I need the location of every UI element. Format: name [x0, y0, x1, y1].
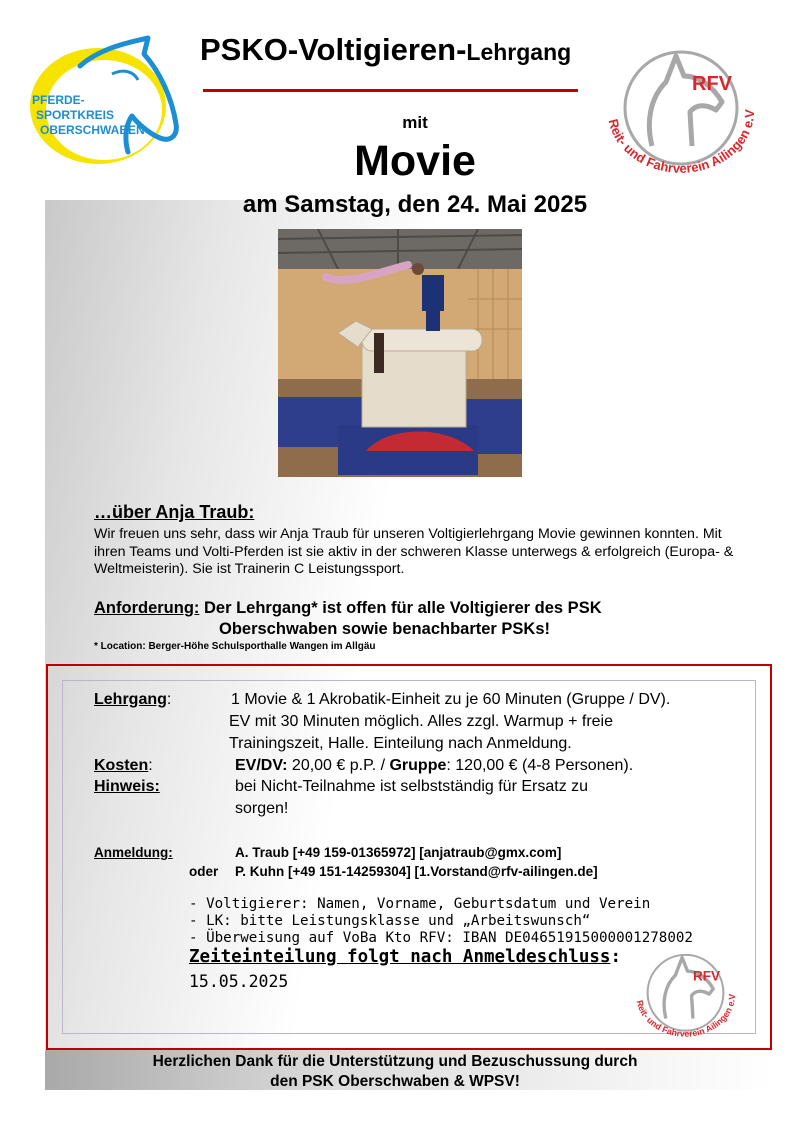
movie-heading: Movie	[354, 137, 476, 185]
rfv-mark: RFV	[692, 73, 732, 95]
anmeldung-label-row	[94, 845, 173, 860]
rfv-logo-small	[628, 948, 743, 1043]
kosten-ev-value: 20,00 € p.P. /	[287, 757, 390, 774]
hinweis-label: Hinweis:	[94, 778, 160, 795]
horse-head-icon	[664, 958, 713, 1019]
psk-logo-line2: SPORTKREIS	[36, 108, 115, 122]
anforderung-line1: Der Lehrgang* ist offen für alle Voltigierer des PSK	[204, 599, 602, 617]
contact-kuhn: P. Kuhn [+49 151-14259304] [1.Vorstand@rfv-ailingen.de]	[235, 864, 598, 879]
mit-text: mit	[402, 113, 428, 132]
zeiteinteilung-date: 15.05.2025	[189, 972, 289, 991]
about-heading: …über Anja Traub:	[94, 502, 255, 522]
kosten-gruppe-label: Gruppe	[389, 757, 447, 774]
rfv-arc-text: Reit- und Fahrverein Ailingen e.V	[605, 110, 758, 176]
about-text: Wir freuen uns sehr, dass wir Anja Traub für unseren Voltigierlehrgang Movie gewinnen konnten. Mit ihren Teams und Volti-Pferden ist sie aktiv in der schweren Klasse unterwegs & erfolgreich (Europa- & Weltmeisterin). Sie ist Trainerin C Leistungssport.	[94, 526, 734, 577]
psk-logo-line1: PFERDE-	[32, 93, 85, 107]
hinweis-line1: bei Nicht-Teilnahme ist selbstständig für Ersatz zu	[235, 778, 589, 795]
lehrgang-line1: 1 Movie & 1 Akrobatik-Einheit zu je 60 Minuten (Gruppe / DV).	[231, 691, 671, 708]
lehrgang-label-row	[94, 690, 171, 710]
hinweis-label-row	[94, 777, 160, 797]
hinweis-line2: sorgen!	[235, 800, 289, 817]
lehrgang-colon: :	[166, 691, 172, 708]
location-note: * Location: Berger-Höhe Schulsporthalle Wangen im Allgäu	[94, 641, 376, 652]
anforderung-line2: Oberschwaben sowie benachbarter PSKs!	[219, 620, 551, 638]
zeiteinteilung-text: Zeiteinteilung folgt nach Anmeldeschluss	[189, 947, 611, 967]
anforderung-block	[94, 598, 754, 640]
anforderung-label: Anforderung:	[94, 599, 200, 617]
page-title	[200, 32, 640, 68]
rfv-arc-text: Reit- und Fahrverein Ailingen e.V	[634, 994, 737, 1039]
title-divider	[203, 89, 578, 92]
lehrgang-line2: EV mit 30 Minuten möglich. Alles zzgl. Warmup + freie	[229, 713, 613, 730]
vaulting-photo	[278, 229, 522, 477]
anmeldung-label: Anmeldung	[94, 845, 169, 860]
kosten-ev-label: EV/DV:	[235, 757, 288, 774]
list-item: - Überweisung auf VoBa Kto RFV: IBAN DE04651915000001278002	[189, 930, 693, 946]
list-item: - LK: bitte Leistungsklasse und „Arbeitswunsch“	[189, 913, 591, 929]
zeiteinteilung	[189, 947, 621, 967]
thanks-footer	[0, 1052, 790, 1092]
title-small: Lehrgang	[466, 39, 572, 65]
lehrgang-label: Lehrgang	[94, 691, 167, 708]
anmeldung-colon: :	[168, 845, 173, 860]
zeiteinteilung-colon: :	[610, 947, 621, 967]
psk-logo-line3: OBERSCHWABEN	[40, 123, 145, 137]
thanks-line2: den PSK Oberschwaben & WPSV!	[270, 1073, 520, 1090]
anmeldung-requirements	[189, 896, 693, 947]
kosten-label: Kosten	[94, 757, 149, 774]
list-item: - Voltigierer: Namen, Vorname, Geburtsdatum und Verein	[189, 896, 651, 912]
kosten-colon: :	[148, 757, 153, 774]
oder-text: oder	[189, 864, 219, 879]
rfv-mark: RFV	[692, 968, 720, 984]
event-date: am Samstag, den 24. Mai 2025	[242, 191, 588, 218]
kosten-gruppe-value: : 120,00 € (4-8 Personen).	[446, 757, 634, 774]
thanks-line1: Herzlichen Dank für die Unterstützung und Bezuschussung durch	[152, 1053, 638, 1070]
title-main: PSKO-Voltigieren-	[200, 32, 467, 67]
contact-traub: A. Traub [+49 159-01365972] [anjatraub@gmx.com]	[235, 845, 562, 860]
kosten-value	[235, 755, 633, 776]
lehrgang-line3: Trainingszeit, Halle. Einteilung nach Anmeldung.	[229, 735, 572, 752]
kosten-label-row	[94, 756, 153, 776]
